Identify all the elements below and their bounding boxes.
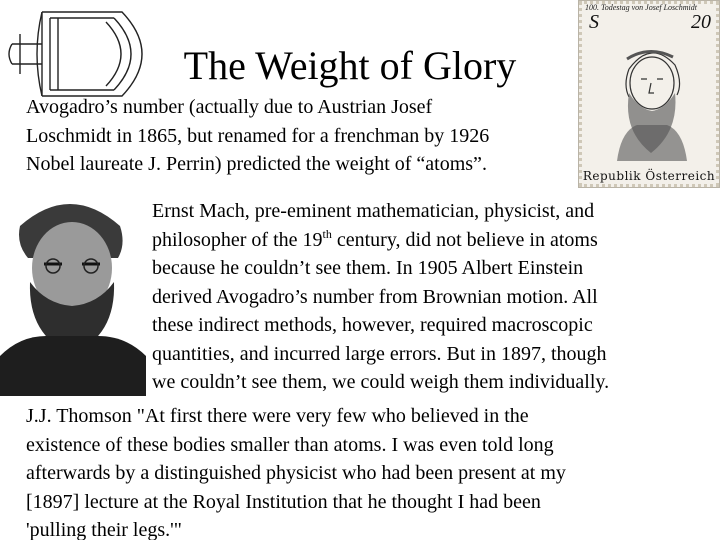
paragraph-line: Nobel laureate J. Perrin) predicted the weight of “atoms”.: [26, 153, 487, 175]
paragraph-line: because he couldn’t see them. In 1905 Albert Einstein: [152, 257, 584, 279]
slide-title: The Weight of Glory: [183, 43, 517, 88]
stamp-country: Republik Österreich: [582, 169, 716, 183]
line-text: century, did not believe in atoms: [331, 228, 598, 251]
line-text: philosopher of the 19: [152, 228, 323, 251]
stamp-letter: S: [589, 11, 599, 33]
paragraph-line: existence of these bodies smaller than atoms. I was even told long: [26, 433, 554, 456]
paragraph-line: Loschmidt in 1865, but renamed for a frenchman by 1926: [26, 124, 490, 147]
lens-drawing-icon: [2, 4, 162, 104]
mach-portrait-icon: [0, 186, 146, 396]
loschmidt-portrait-icon: [599, 31, 703, 161]
stamp-caption: 100. Todestag von Josef Loschmidt: [585, 3, 697, 12]
paragraph-line: quantities, and incurred large errors. But in 1897, though: [152, 342, 607, 365]
paragraph-avogadro: [26, 93, 586, 179]
paragraph-line: [1897] lecture at the Royal Institution that he thought I had been: [26, 490, 541, 513]
paragraph-mach: [152, 197, 718, 397]
stamp-value: 20: [691, 11, 711, 33]
paragraph-line: Ernst Mach, pre-eminent mathematician, physicist, and: [152, 200, 595, 222]
paragraph-thomson-quote: [26, 402, 716, 540]
paragraph-line: Avogadro’s number (actually due to Austrian Josef: [26, 96, 433, 118]
paragraph-line: derived Avogadro’s number from Brownian motion. All: [152, 285, 598, 308]
paragraph-line: [152, 226, 718, 255]
paragraph-line: 'pulling their legs.'": [26, 519, 182, 540]
paragraph-line: afterwards by a distinguished physicist who had been present at my: [26, 462, 566, 484]
paragraph-line: these indirect methods, however, required macroscopic: [152, 314, 593, 336]
superscript: th: [322, 226, 332, 241]
loschmidt-stamp: [578, 0, 720, 188]
paragraph-line: we couldn’t see them, we could weigh them individually.: [152, 371, 610, 393]
paragraph-line: J.J. Thomson "At first there were very few who believed in the: [26, 405, 529, 427]
